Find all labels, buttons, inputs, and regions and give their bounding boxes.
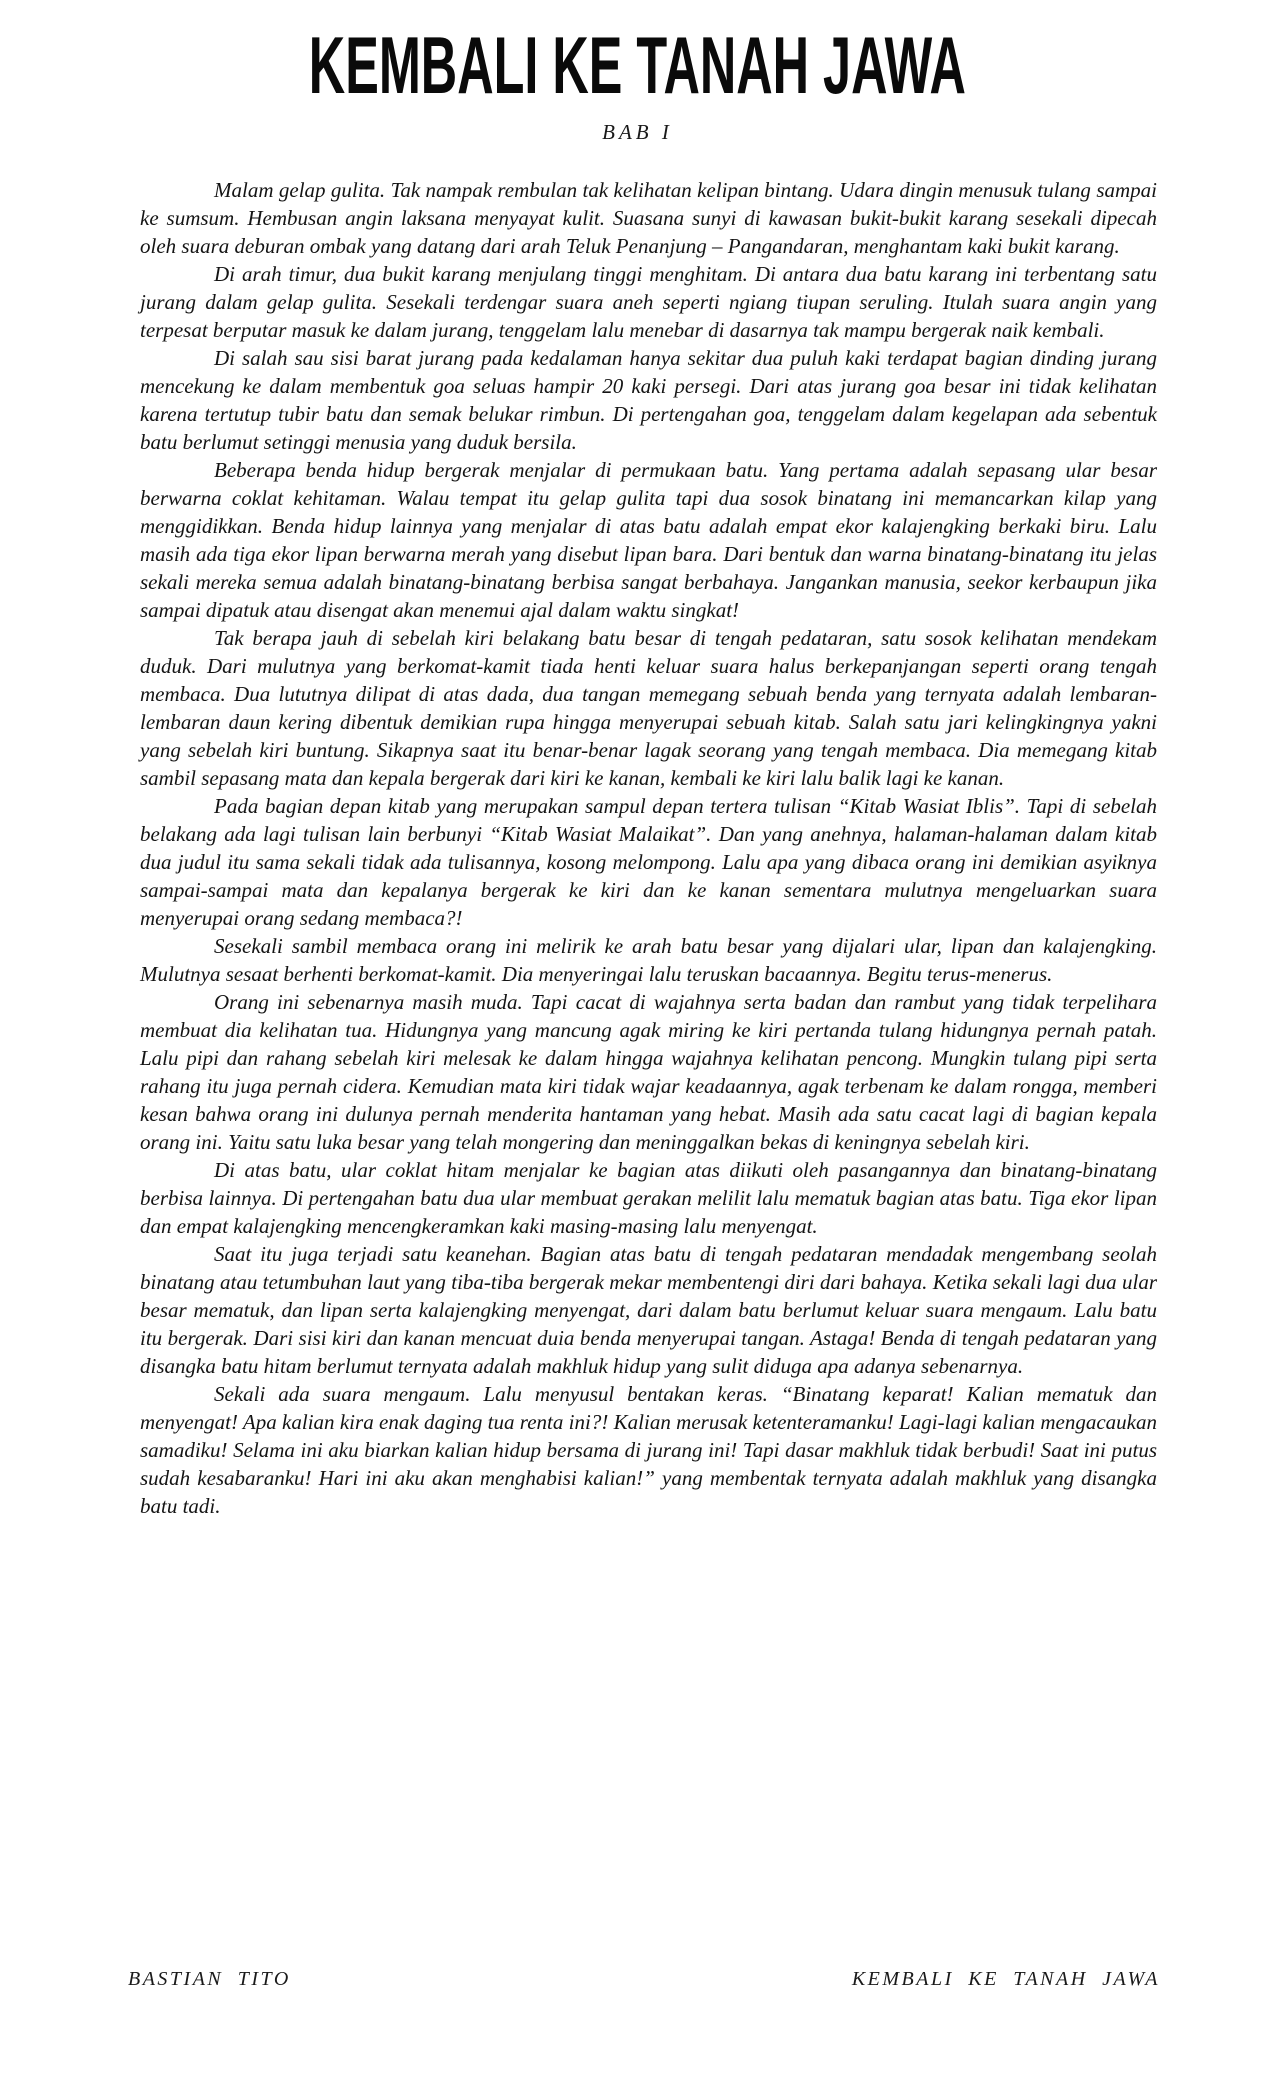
chapter-heading: BAB I	[602, 120, 673, 144]
paragraph: Sekali ada suara mengaum. Lalu menyusul bentakan keras. “Binatang keparat! Kalian mematuk dan menyengat! Apa kalian kira enak daging tua renta ini?! Kalian merusak ketenteramanku! Lagi-lagi kalian mengacaukan samadiku! Selama ini aku biarkan kalian hidup bersama di jurang ini! Tapi dasar makhluk tidak berbudi! Saat ini putus sudah kesabaranku! Hari ini aku akan menghabisi kalian!” yang membentak ternyata adalah makhluk yang disangka batu tadi.	[140, 1382, 1157, 1518]
paragraph: Di atas batu, ular coklat hitam menjalar ke bagian atas diikuti oleh pasangannya dan binatang-binatang berbisa lainnya. Di pertengahan batu dua ular membuat gerakan melilit lalu mematuk bagian atas batu. Tiga ekor lipan dan empat kalajengking mencengkeramkan kaki masing-masing lalu menyengat.	[140, 1158, 1157, 1238]
body-text	[140, 176, 1157, 1520]
paragraph: Di salah sau sisi barat jurang pada kedalaman hanya sekitar dua puluh kaki terdapat bagian dinding jurang mencekung ke dalam membentuk goa seluas hampir 20 kaki persegi. Dari atas jurang goa besar ini tidak kelihatan karena tertutup tubir batu dan semak belukar rimbun. Di pertengahan goa, tenggelam dalam kegelapan ada sebentuk batu berlumut setinggi menusia yang duduk bersila.	[140, 346, 1157, 454]
paragraph: Malam gelap gulita. Tak nampak rembulan tak kelihatan kelipan bintang. Udara dingin menusuk tulang sampai ke sumsum. Hembusan angin laksana menyayat kulit. Suasana sunyi di kawasan bukit-bukit karang sesekali dipecah oleh suara deburan ombak yang datang dari arah Teluk Penanjung – Pangandaran, menghantam kaki bukit karang.	[140, 178, 1157, 258]
paragraph: Pada bagian depan kitab yang merupakan sampul depan tertera tulisan “Kitab Wasiat Iblis”. Tapi di sebelah belakang ada lagi tulisan lain berbunyi “Kitab Wasiat Malaikat”. Dan yang anehnya, halaman-halaman dalam kitab dua judul itu sama sekali tidak ada tulisannya, kosong melompong. Lalu apa yang dibaca orang ini demikian asyiknya sampai-sampai mata dan kepalanya bergerak ke kiri dan ke kanan sementara mulutnya mengeluarkan suara menyerupai orang sedang membaca?!	[140, 794, 1157, 930]
footer-book-title: KEMBALI KE TANAH JAWA	[851, 1968, 1160, 1990]
paragraph: Orang ini sebenarnya masih muda. Tapi cacat di wajahnya serta badan dan rambut yang tidak terpelihara membuat dia kelihatan tua. Hidungnya yang mancung agak miring ke kiri pertanda tulang hidungnya pernah patah. Lalu pipi dan rahang sebelah kiri melesak ke dalam hingga wajahnya kelihatan pencong. Mungkin tulang pipi serta rahang itu juga pernah cidera. Kemudian mata kiri tidak wajar keadaannya, agak terbenam ke dalam rongga, memberi kesan bahwa orang ini dulunya pernah menderita hantaman yang hebat. Masih ada satu cacat lagi di bagian kepala orang ini. Yaitu satu luka besar yang telah mongering dan meninggalkan bekas di keningnya sebelah kiri.	[140, 990, 1157, 1154]
page-title-text: KEMBALI KE TANAH JAWA	[308, 21, 967, 112]
paragraph: Tak berapa jauh di sebelah kiri belakang batu besar di tengah pedataran, satu sosok kelihatan mendekam duduk. Dari mulutnya yang berkomat-kamit tiada henti keluar suara halus berkepanjangan seperti orang tengah membaca. Dua lututnya dilipat di atas dada, dua tangan memegang sebuah benda yang ternyata adalah lembaran-lembaran daun kering dibentuk demikian rupa hingga menyerupai sebuah kitab. Salah satu jari kelingkingnya yakni yang sebelah kiri buntung. Sikapnya saat itu benar-benar lagak seorang yang tengah membaca. Dia memegang kitab sambil sepasang mata dan kepala bergerak dari kiri ke kanan, kembali ke kiri lalu balik lagi ke kanan.	[140, 626, 1157, 790]
page-title	[0, 21, 1275, 112]
paragraph: Sesekali sambil membaca orang ini melirik ke arah batu besar yang dijalari ular, lipan dan kalajengking. Mulutnya sesaat berhenti berkomat-kamit. Dia menyeringai lalu teruskan bacaannya. Begitu terus-menerus.	[140, 934, 1157, 986]
footer-author: BASTIAN TITO	[128, 1968, 291, 1990]
page-footer	[128, 1968, 1160, 1991]
paragraph: Saat itu juga terjadi satu keanehan. Bagian atas batu di tengah pedataran mendadak mengembang seolah binatang atau tetumbuhan laut yang tiba-tiba bergerak mekar membentengi diri dari bahaya. Ketika sekali lagi dua ular besar mematuk, dan lipan serta kalajengking menyengat, dari dalam batu berlumut keluar suara mengaum. Lalu batu itu bergerak. Dari sisi kiri dan kanan mencuat duia benda menyerupai tangan. Astaga! Benda di tengah pedataran yang disangka batu hitam berlumut ternyata adalah makhluk hidup yang sulit diduga apa adanya sebenarnya.	[140, 1242, 1157, 1378]
paragraph: Beberapa benda hidup bergerak menjalar di permukaan batu. Yang pertama adalah sepasang ular besar berwarna coklat kehitaman. Walau tempat itu gelap gulita tapi dua sosok binatang ini memancarkan kilap yang menggidikkan. Benda hidup lainnya yang menjalar di atas batu adalah empat ekor kalajengking berkaki biru. Lalu masih ada tiga ekor lipan berwarna merah yang disebut lipan bara. Dari bentuk dan warna binatang-binatang itu jelas sekali mereka semua adalah binatang-binatang berbisa sangat berbahaya. Jangankan manusia, seekor kerbaupun jika sampai dipatuk atau disengat akan menemui ajal dalam waktu singkat!	[140, 458, 1157, 622]
page-header	[0, 21, 1275, 145]
paragraph: Di arah timur, dua bukit karang menjulang tinggi menghitam. Di antara dua batu karang ini terbentang satu jurang dalam gelap gulita. Sesekali terdengar suara aneh seperti ngiang tiupan seruling. Itulah suara angin yang terpesat berputar masuk ke dalam jurang, tenggelam lalu menebar di dasarnya tak mampu bergerak naik kembali.	[140, 262, 1157, 342]
